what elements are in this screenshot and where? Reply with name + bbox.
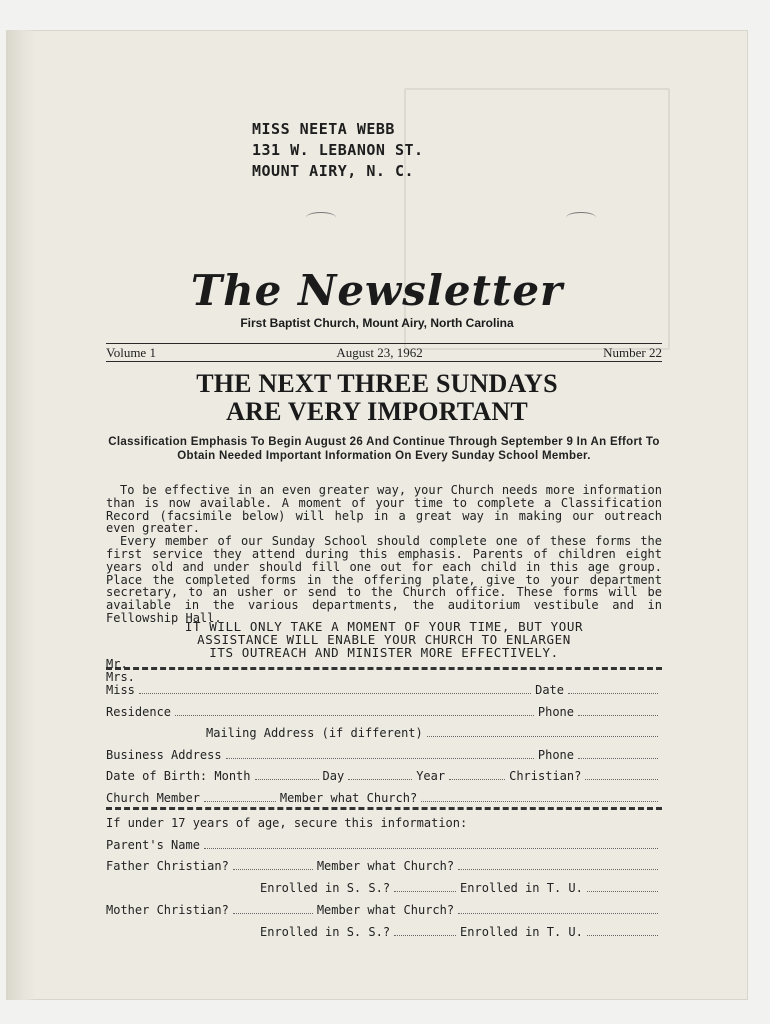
dob-month-label: Date of Birth: Month <box>106 769 251 783</box>
masthead <box>6 268 748 330</box>
form-row-mother <box>106 903 662 917</box>
address-line-1: MISS NEETA WEBB <box>252 120 395 138</box>
callout-line-3: ITS OUTREACH AND MINISTER MORE EFFECTIVELY. <box>209 645 559 660</box>
parents-name-field[interactable] <box>204 847 658 849</box>
father-member-church-field[interactable] <box>458 868 658 870</box>
residence-label: Residence <box>106 705 172 719</box>
ornament-right <box>566 212 596 223</box>
mother-enrolled-ss-label: Enrolled in S. S.? <box>260 925 391 939</box>
business-phone-label: Phone <box>537 748 574 762</box>
mother-enrolled-tu-label: Enrolled in T. U. <box>460 925 583 939</box>
address-line-2: 131 W. LEBANON ST. <box>252 141 424 159</box>
ornament-left <box>306 212 336 223</box>
subheadline: Classification Emphasis To Begin August 26 And Continue Through September 9 In An Effort To Obtain Needed Important Information On Every Sunday School Member. <box>108 436 660 462</box>
dob-year-field[interactable] <box>449 778 505 780</box>
form-cut-line-bottom <box>106 807 662 810</box>
address-line-3: MOUNT AIRY, N. C. <box>252 162 415 180</box>
christian-field[interactable] <box>585 778 658 780</box>
business-phone-field[interactable] <box>578 757 658 759</box>
form-row-mr <box>106 657 662 671</box>
mailing-address <box>252 119 424 182</box>
form-row-father <box>106 859 662 873</box>
father-member-church-label: Member what Church? <box>316 859 455 873</box>
father-enrolled-ss-label: Enrolled in S. S.? <box>260 881 391 895</box>
dob-year-label: Year <box>416 769 446 783</box>
father-enrolled-tu-field[interactable] <box>587 890 658 892</box>
residence-field[interactable] <box>175 714 534 716</box>
callout-line-1: IT WILL ONLY TAKE A MOMENT OF YOUR TIME, BUT YOUR <box>184 619 584 634</box>
mother-member-church-label: Member what Church? <box>316 903 455 917</box>
callout <box>106 620 662 659</box>
volume-label: Volume 1 <box>106 345 156 360</box>
form-row-name <box>106 683 662 697</box>
member-what-church-label: Member what Church? <box>279 791 418 805</box>
issue-info-row <box>106 345 662 361</box>
mother-enrolled-ss-field[interactable] <box>394 934 456 936</box>
form-row-dob <box>106 769 662 783</box>
church-name: First Baptist Church, Mount Airy, North Carolina <box>240 316 514 330</box>
form-row-mother-enrolled <box>260 925 662 939</box>
father-christian-field[interactable] <box>233 868 313 870</box>
form-row-church-member <box>106 791 662 805</box>
form-row-business <box>106 748 662 762</box>
title-mr-label: Mr. <box>106 657 128 671</box>
church-member-label: Church Member <box>106 791 200 805</box>
dob-month-field[interactable] <box>255 778 319 780</box>
business-address-field[interactable] <box>226 757 534 759</box>
newsletter-title: The Newsletter <box>190 266 564 315</box>
issue-number: Number 22 <box>603 345 662 360</box>
business-address-label: Business Address <box>106 748 222 762</box>
callout-line-2: ASSISTANCE WILL ENABLE YOUR CHURCH TO ENLARGEN <box>197 632 571 647</box>
paper-edge-shadow <box>6 30 36 1000</box>
name-field[interactable] <box>139 692 531 694</box>
under17-row <box>106 816 662 830</box>
headline-line-1: THE NEXT THREE SUNDAYS <box>196 369 558 398</box>
date-label: Date <box>535 683 564 697</box>
form-row-residence <box>106 705 662 719</box>
masthead-rule-top <box>106 343 662 344</box>
paragraph-1: To be effective in an even greater way, your Church needs more information than is now available. A moment of your time to complete a Classification Record (facsimile below) will help in a great way in making our outreach even greater. <box>106 483 662 536</box>
headline-line-2: ARE VERY IMPORTANT <box>226 397 528 426</box>
parents-name-label: Parent's Name <box>106 838 200 852</box>
paragraph-2: Every member of our Sunday School should complete one of these forms the first service they attend during this emphasis. Parents of children eight years old and under should fill one out for each child in this age group. Place the completed forms in the offering plate, give to your department secretary, to an usher or send to the Church office. These forms will be available in the various departments, the auditorium vestibule and in Fellowship Hall. <box>106 534 662 625</box>
phone-field[interactable] <box>578 714 658 716</box>
mother-member-church-field[interactable] <box>458 912 658 914</box>
masthead-rule-bottom <box>106 361 662 362</box>
mailing-address-field[interactable] <box>427 735 658 737</box>
member-what-church-field[interactable] <box>421 800 658 802</box>
form-row-father-enrolled <box>260 881 662 895</box>
father-enrolled-ss-field[interactable] <box>394 890 456 892</box>
mother-enrolled-tu-field[interactable] <box>587 934 658 936</box>
father-christian-label: Father Christian? <box>106 859 229 873</box>
issue-date: August 23, 1962 <box>336 345 423 360</box>
mother-christian-field[interactable] <box>233 912 313 914</box>
form-row-parents <box>106 838 662 852</box>
newsletter-page <box>6 30 748 1000</box>
dob-day-label: Day <box>322 769 345 783</box>
title-miss-label: Miss <box>106 683 135 697</box>
christian-label: Christian? <box>509 769 582 783</box>
dob-day-field[interactable] <box>348 778 412 780</box>
church-member-field[interactable] <box>204 800 276 802</box>
mother-christian-label: Mother Christian? <box>106 903 229 917</box>
date-field[interactable] <box>568 692 658 694</box>
title-mrs-label: Mrs. <box>106 670 135 684</box>
form-row-mrs <box>106 670 662 684</box>
father-enrolled-tu-label: Enrolled in T. U. <box>460 881 583 895</box>
phone-label: Phone <box>537 705 574 719</box>
form-row-mailing <box>206 726 662 740</box>
article-body <box>106 484 662 625</box>
mailing-address-label: Mailing Address (if different) <box>206 726 423 740</box>
under17-label: If under 17 years of age, secure this information: <box>106 816 468 830</box>
